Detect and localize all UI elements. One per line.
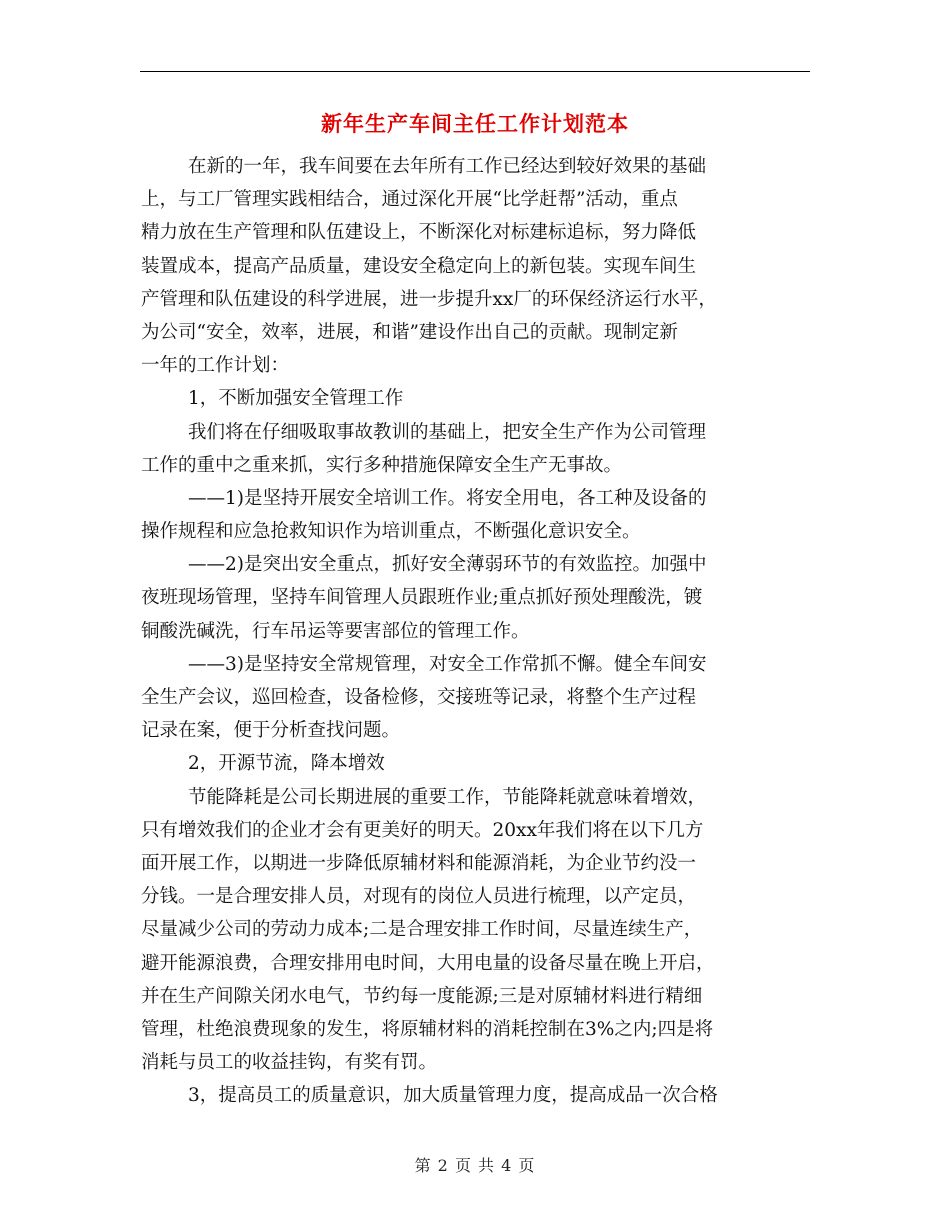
text-line: 1，不断加强安全管理工作 (188, 388, 404, 410)
text-line: 工作的重中之重来抓，实行多种措施保障安全生产无事故。 (141, 454, 623, 476)
document-body (141, 150, 821, 1112)
text-line: 上，与工厂管理实践相结合，通过深化开展“比学赶帮”活动，重点 (141, 189, 678, 211)
text-line: 分钱。一是合理安排人员，对现有的岗位人员进行梳理，以产定员， (141, 886, 697, 908)
text-line: 记录在案，便于分析查找问题。 (141, 720, 401, 742)
text-line: 管理，杜绝浪费现象的发生，将原辅材料的消耗控制在3%之内;四是将 (141, 1018, 714, 1040)
text-line: ——1)是坚持开展安全培训工作。将安全用电，各工种及设备的 (188, 487, 707, 509)
text-line: 在新的一年，我车间要在去年所有工作已经达到较好效果的基础 (188, 156, 707, 177)
text-line: 装置成本，提高产品质量，建设安全稳定向上的新包装。实现车间生 (141, 255, 697, 277)
text-line: 节能降耗是公司长期进展的重要工作，节能降耗就意味着增效， (188, 786, 707, 808)
text-line: 面开展工作，以期进一步降低原辅材料和能源消耗，为企业节约没一 (141, 852, 697, 874)
text-line: ——3)是坚持安全常规管理，对安全工作常抓不懈。健全车间安 (188, 653, 707, 675)
text-line: 消耗与员工的收益挂钩，有奖有罚。 (141, 1052, 438, 1074)
text-line: 铜酸洗碱洗，行车吊运等要害部位的管理工作。 (141, 620, 530, 642)
text-line: 全生产会议，巡回检查，设备检修，交接班等记录，将整个生产过程 (141, 687, 697, 708)
text-line: 为公司“安全，效率，进展，和谐”建设作出自己的贡献。现制定新 (141, 321, 678, 343)
text-line: 避开能源浪费，合理安排用电时间，大用电量的设备尽量在晚上开启， (141, 952, 715, 974)
text-line: 夜班现场管理，坚持车间管理人员跟班作业;重点抓好预处理酸洗，镀 (141, 587, 703, 609)
text-line: 3，提高员工的质量意识，加大质量管理力度，提高成品一次合格 (188, 1085, 718, 1107)
text-line: 产管理和队伍建设的科学进展，进一步提升xx厂的环保经济运行水平， (141, 288, 717, 310)
text-line: 尽量减少公司的劳动力成本;二是合理安排工作时间，尽量连续生产， (141, 919, 703, 941)
text-line: 我们将在仔细吸取事故教训的基础上，把安全生产作为公司管理 (188, 421, 707, 443)
text-line: 操作规程和应急抢救知识作为培训重点，不断强化意识安全。 (141, 521, 641, 543)
text-line: 只有增效我们的企业才会有更美好的明天。20xx年我们将在以下几方 (141, 819, 704, 841)
text-line: 精力放在生产管理和队伍建设上，不断深化对标建标追标，努力降低 (141, 222, 697, 244)
page-number: 第 2 页 共 4 页 (414, 1156, 536, 1175)
text-line: 2，开源节流，降本增效 (188, 753, 385, 775)
document-title: 新年生产车间主任工作计划范本 (321, 111, 629, 136)
header-rule (140, 71, 810, 72)
text-line: ——2)是突出安全重点，抓好安全薄弱环节的有效监控。加强中 (188, 554, 707, 576)
text-line: 并在生产间隙关闭水电气，节约每一度能源;三是对原辅材料进行精细 (141, 985, 703, 1007)
text-line: 一年的工作计划： (141, 355, 290, 377)
